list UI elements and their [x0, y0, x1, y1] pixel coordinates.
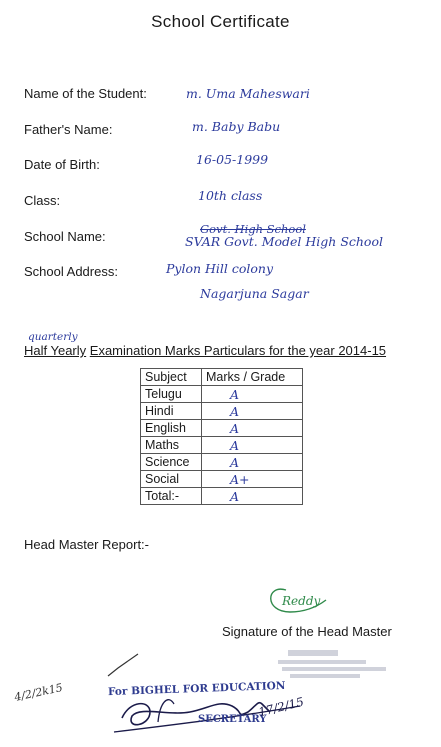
subject-cell: Science: [141, 454, 202, 471]
father-name-value: m. Baby Babu: [192, 119, 281, 134]
exam-heading-text: Examination Marks Particulars for the year 2014-15: [89, 343, 387, 358]
handwritten-date-right: 17/2/15: [256, 694, 306, 720]
grade-cell: A: [202, 488, 303, 505]
subject-cell: English: [141, 420, 202, 437]
hm-initials: Reddy: [282, 594, 321, 608]
father-name-label: Father's Name:: [24, 122, 113, 137]
faint-seal: [278, 650, 386, 678]
school-name-struck: Govt. High School: [200, 222, 306, 236]
school-address-line1: Pylon Hill colony: [166, 261, 274, 276]
dob-label: Date of Birth:: [24, 157, 100, 172]
subject-cell: Hindi: [141, 403, 202, 420]
school-name-label: School Name:: [24, 229, 106, 244]
exam-correction-handwriting: quarterly: [28, 331, 78, 343]
certificate-title: School Certificate: [151, 12, 290, 31]
student-name-value: m. Uma Maheswari: [186, 86, 310, 101]
stamp-line2: SECRETARY: [198, 714, 267, 725]
class-value: 10th class: [198, 188, 263, 203]
subject-cell: Total:-: [141, 488, 202, 505]
stamp-line1: For BIGHEL FOR EDUCATION: [107, 679, 286, 699]
handwritten-date-left: 4/2/2k15: [13, 681, 64, 704]
subject-cell: Social: [141, 471, 202, 488]
grade-cell: A+: [202, 471, 303, 488]
school-name-value: SVAR Govt. Model High School: [185, 234, 383, 249]
class-label: Class:: [24, 193, 61, 208]
grade-cell: A: [202, 420, 303, 437]
grade-cell: A: [202, 437, 303, 454]
student-name-label: Name of the Student:: [24, 86, 147, 101]
table-header-grade: Marks / Grade: [202, 369, 303, 386]
table-header-subject: Subject: [141, 369, 202, 386]
subject-cell: Telugu: [141, 386, 202, 403]
school-address-line2: Nagarjuna Sagar: [200, 286, 309, 301]
exam-struck-text: Half Yearly: [24, 343, 87, 358]
grade-cell: A: [202, 454, 303, 471]
subject-cell: Maths: [141, 437, 202, 454]
grade-cell: A: [202, 403, 303, 420]
signature-label: Signature of the Head Master: [222, 624, 392, 639]
head-master-report-label: Head Master Report:-: [24, 537, 149, 552]
grade-cell: A: [202, 386, 303, 403]
dob-value: 16-05-1999: [196, 152, 269, 167]
school-address-label: School Address:: [24, 264, 118, 279]
